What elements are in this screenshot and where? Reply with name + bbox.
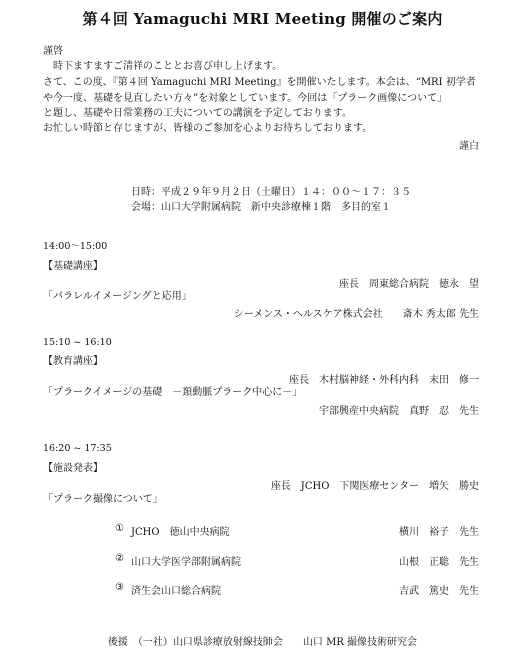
- session-time: 16:20 ~ 17:35: [43, 443, 112, 454]
- greeting-line: 時下ますますご清祥のこととお喜び申し上げます。: [43, 61, 283, 72]
- greeting-closing: 謹白: [459, 141, 479, 152]
- session-name: 【基礎講座】: [43, 261, 103, 272]
- session-speaker: 宇部興産中央病院 真野 忍 先生: [319, 406, 479, 417]
- presentation-speaker: 山根 正聡 先生: [399, 557, 479, 568]
- session-topic: 「プラーク撮像について」: [43, 494, 163, 505]
- greeting-line: さて、この度、『第４回 Yamaguchi MRI Meeting』を開催いたします。本会は、“MRI 初学者: [43, 77, 476, 88]
- greeting-line: と題し、基礎や日常業務の工夫についての講演を予定しております。: [43, 108, 352, 119]
- session-topic: 「パラレルイメージングと応用」: [43, 291, 192, 302]
- session-chair: 座長 周東総合病院 徳永 望: [339, 279, 479, 290]
- presentation-facility: JCHO 徳山中央病院: [131, 527, 230, 538]
- presentation-facility: 済生会山口総合病院: [131, 586, 221, 597]
- session-chair: 座長 JCHO 下関医療センター 増矢 勝史: [270, 481, 479, 492]
- presentation-number: ②: [115, 553, 124, 564]
- event-datetime: 日時：平成２９年９月２日（土曜日）１４：００〜１７：３５: [131, 187, 411, 198]
- session-topic: 「プラークイメージの基礎 －頚動脈プラーク中心に－」: [43, 387, 303, 398]
- session-time: 14:00〜15:00: [43, 241, 108, 252]
- presentation-speaker: 吉武 篤史 先生: [399, 586, 479, 597]
- page-title: 第４回 Yamaguchi MRI Meeting 開催のご案内: [82, 10, 443, 28]
- session-time: 15:10 ~ 16:10: [43, 337, 112, 348]
- presentation-number: ③: [115, 582, 124, 593]
- event-venue: 会場：山口大学附属病院 新中央診療棟１階 多目的室１: [131, 202, 391, 213]
- presentation-number: ①: [115, 523, 124, 534]
- greeting-line: や今一度、基礎を見直したい方々”を対象としています。今回は「プラーク画像について」: [43, 93, 448, 104]
- session-speaker: シーメンス・ヘルスケア株式会社 斎木 秀太郎 先生: [233, 309, 479, 320]
- session-name: 【施設発表】: [43, 463, 103, 474]
- sponsor-footer: 後援 （一社）山口県診療放射線技師会 山口 MR 撮像技術研究会: [107, 637, 418, 648]
- presentation-facility: 山口大学医学部附属病院: [131, 557, 241, 568]
- session-chair: 座長 木村脳神経・外科内科 末田 修一: [289, 375, 479, 386]
- greeting-line: お忙しい時節と存じますが、皆様のご参加を心よりお待ちしております。: [43, 123, 373, 134]
- session-name: 【教育講座】: [43, 356, 103, 367]
- presentation-speaker: 横川 裕子 先生: [399, 527, 479, 538]
- greeting-opening: 謹啓: [43, 46, 63, 57]
